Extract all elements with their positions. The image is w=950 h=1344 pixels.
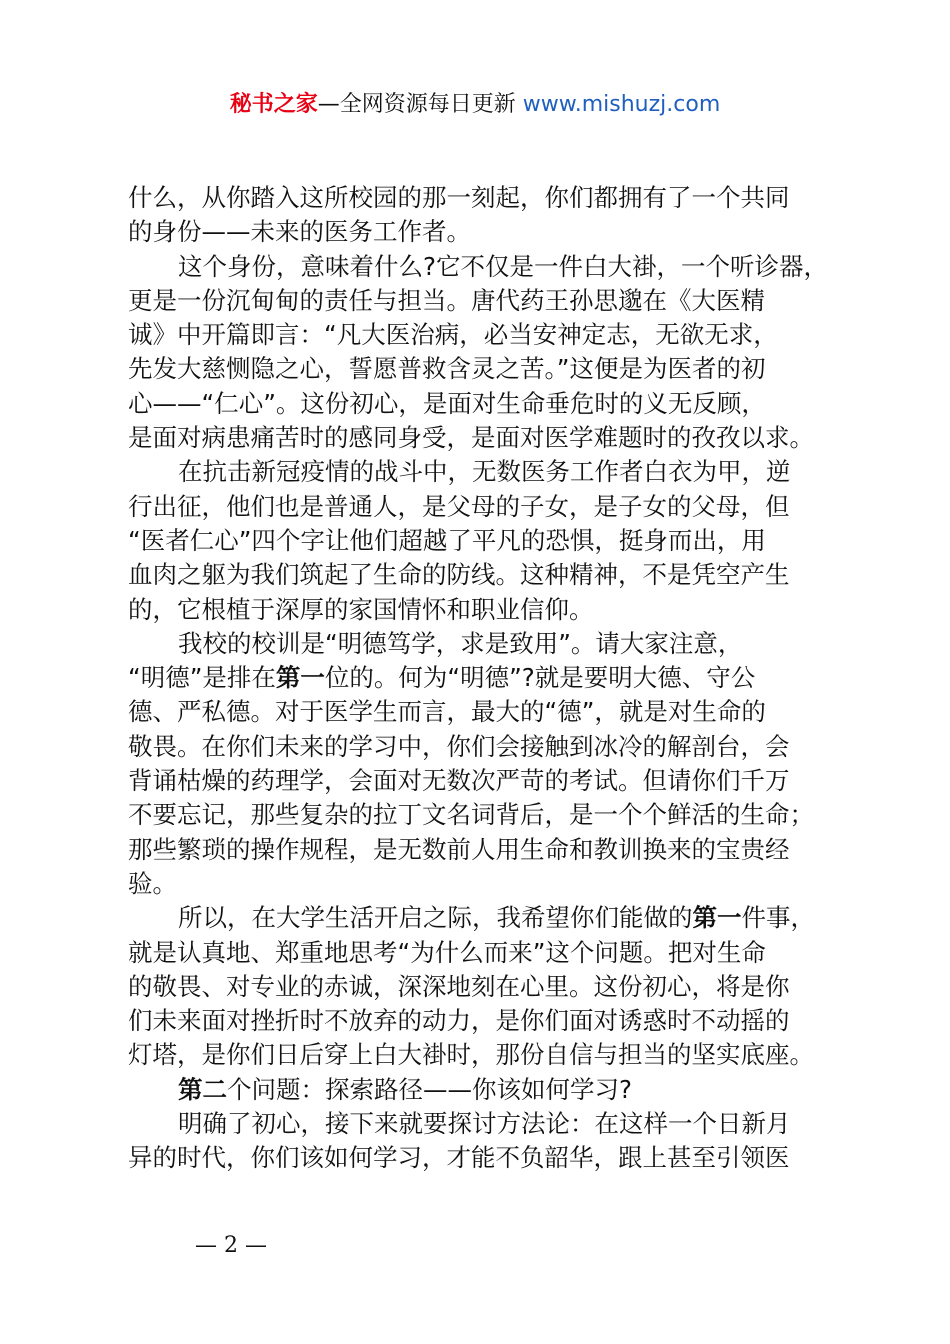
text-line: [128, 695, 840, 729]
text-line: [128, 1141, 840, 1175]
text-line: [128, 798, 840, 832]
banner-brand: 秘书之家: [229, 92, 318, 117]
text-run: 诚》中开篇即言：“凡大医治病，必当安神定志，无欲无求，: [128, 320, 778, 350]
text-line: [128, 867, 840, 901]
text-line: [128, 387, 840, 421]
text-line: [128, 970, 840, 1004]
text-run: 位的。何为“明德”?就是要明大德、守公: [324, 663, 756, 693]
text-run: 的敬畏、对专业的赤诚，深深地刻在心里。这份初心，将是你: [128, 971, 790, 1001]
text-line: [128, 593, 840, 627]
text-line: [128, 1004, 840, 1038]
text-line: [128, 215, 840, 249]
text-line: [128, 901, 840, 935]
text-run: 件事，: [741, 903, 815, 933]
text-run: “明德”是排在: [128, 663, 276, 693]
text-line: [128, 250, 840, 284]
text-run: 先发大慈恻隐之心，誓愿普救含灵之苦。”这便是为医者的初: [128, 354, 766, 384]
text-run: 那些繁琐的操作规程，是无数前人用生命和教训换来的宝贵经: [128, 834, 790, 864]
text-run: “医者仁心”四个字让他们超越了平凡的恐惧，挺身而出，用: [128, 525, 766, 555]
text-run: 们未来面对挫折时不放弃的动力，是你们面对诱惑时不动摇的: [128, 1006, 790, 1036]
text-line: [128, 627, 840, 661]
text-run: 的，它根植于深厚的家国情怀和职业信仰。: [128, 594, 594, 624]
text-line: [128, 490, 840, 524]
text-line: [128, 764, 840, 798]
site-banner: [0, 90, 950, 120]
text-run: 我校的校训是“明德笃学，求是致用”。请大家注意，: [178, 628, 743, 658]
text-run: 的身份——未来的医务工作者。: [128, 217, 471, 247]
text-run: 不要忘记，那些复杂的拉丁文名词背后，是一个个鲜活的生命；: [128, 800, 814, 830]
text-run: 敬畏。在你们未来的学习中，你们会接触到冰冷的解剖台，会: [128, 731, 790, 761]
bold-text: 第一: [275, 663, 325, 693]
text-run: 德、严私德。对于医学生而言，最大的“德”，就是对生命的: [128, 697, 766, 727]
text-line: [128, 455, 840, 489]
document-body: [128, 181, 840, 1176]
page-number: — 2 —: [195, 1233, 267, 1258]
text-line: [128, 833, 840, 867]
text-line: [128, 1038, 840, 1072]
text-run: 在抗击新冠疫情的战斗中，无数医务工作者白衣为甲，逆: [178, 457, 791, 487]
text-run: 行出征，他们也是普通人，是父母的子女，是子女的父母，但: [128, 491, 790, 521]
text-line: [128, 730, 840, 764]
bold-text: 第二: [178, 1074, 227, 1104]
text-line: [128, 421, 840, 455]
text-run: 个问题：探索路径——你该如何学习?: [227, 1074, 633, 1104]
text-run: 什么，从你踏入这所校园的那一刻起，你们都拥有了一个共同: [128, 183, 790, 212]
text-line: [128, 318, 840, 352]
text-line: [128, 1073, 840, 1107]
text-run: 异的时代，你们该如何学习，才能不负韶华，跟上甚至引领医: [128, 1143, 790, 1173]
text-line: [128, 524, 840, 558]
text-line: [128, 181, 840, 215]
text-run: 血肉之躯为我们筑起了生命的防线。这种精神，不是凭空产生: [128, 560, 790, 590]
text-line: [128, 284, 840, 318]
text-run: 心——“仁心”。这份初心，是面对生命垂危时的义无反顾，: [128, 388, 766, 418]
text-line: [128, 936, 840, 970]
text-line: [128, 1107, 840, 1141]
text-run: 是面对病患痛苦时的感同身受，是面对医学难题时的孜孜以求。: [128, 423, 814, 453]
bold-text: 第一: [692, 903, 742, 933]
text-line: [128, 352, 840, 386]
text-line: [128, 661, 840, 695]
banner-slogan: —全网资源每日更新: [317, 92, 523, 117]
text-run: 更是一份沉甸甸的责任与担当。唐代药王孙思邈在《大医精: [128, 285, 765, 315]
text-run: 验。: [128, 868, 177, 898]
text-run: 灯塔，是你们日后穿上白大褂时，那份自信与担当的坚实底座。: [128, 1040, 814, 1070]
text-line: [128, 558, 840, 592]
text-run: 背诵枯燥的药理学，会面对无数次严苛的考试。但请你们千万: [128, 766, 790, 796]
text-run: 这个身份，意味着什么?它不仅是一件白大褂，一个听诊器，: [178, 251, 829, 281]
text-run: 所以，在大学生活开启之际，我希望你们能做的: [178, 903, 693, 933]
text-run: 明确了初心，接下来就要探讨方法论：在这样一个日新月: [178, 1109, 791, 1139]
text-run: 就是认真地、郑重地思考“为什么而来”这个问题。把对生命: [128, 937, 766, 967]
banner-url-link[interactable]: www.mishuzj.com: [522, 92, 721, 117]
